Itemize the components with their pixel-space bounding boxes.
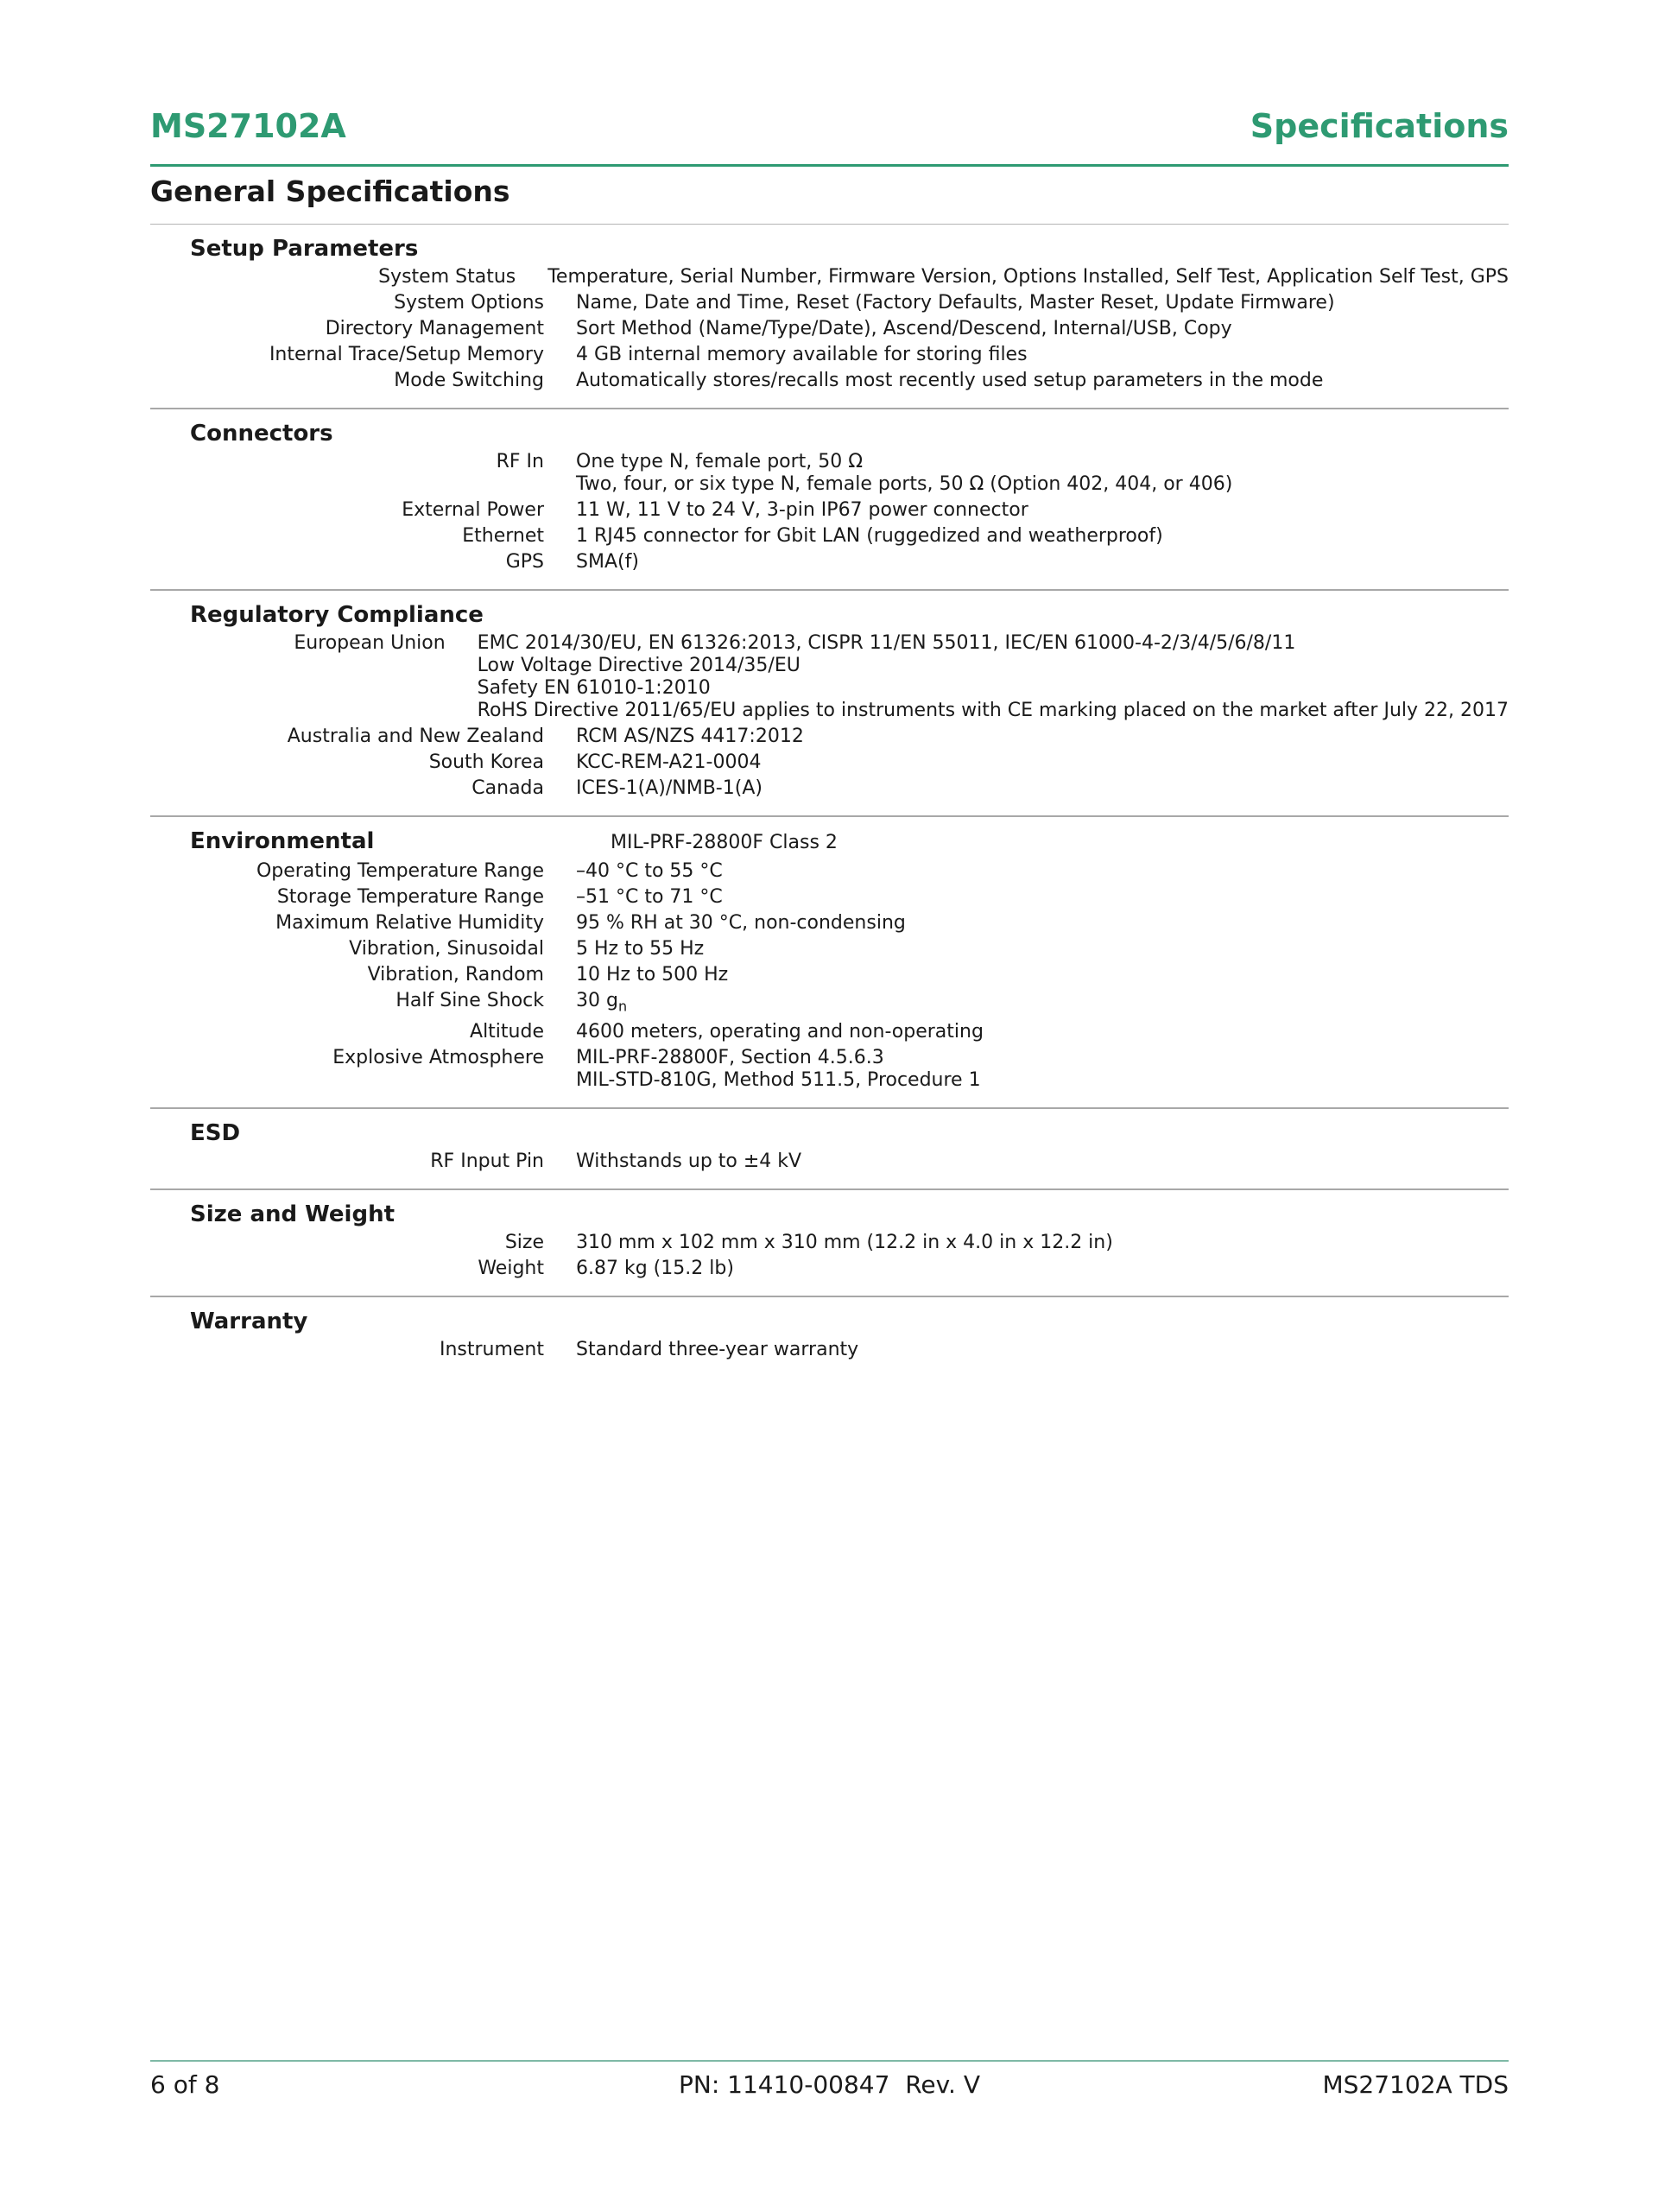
spec-row bbox=[150, 726, 1509, 748]
spec-value bbox=[576, 938, 1509, 960]
spec-value bbox=[576, 751, 1509, 774]
spec-value-text: –51 °C to 71 °C bbox=[576, 886, 723, 908]
spec-value-text: EMC 2014/30/EU, EN 61326:2013, CISPR 11/EN 55011, IEC/EN 61000-4-2/3/4/5/6/8/11 bbox=[477, 632, 1296, 654]
spec-label: European Union bbox=[294, 632, 446, 654]
spec-value bbox=[576, 1047, 1509, 1069]
spec-value bbox=[576, 1069, 1509, 1092]
section-name: Warranty bbox=[190, 1309, 308, 1335]
spec-values bbox=[544, 860, 1509, 883]
spec-label: Internal Trace/Setup Memory bbox=[269, 344, 544, 365]
spec-row bbox=[150, 886, 1509, 909]
doc-name: MS27102A TDS bbox=[1322, 2070, 1509, 2099]
spec-value-subscript: n bbox=[617, 998, 628, 1015]
spec-values bbox=[516, 266, 1509, 288]
spec-values bbox=[544, 525, 1509, 548]
spec-label: GPS bbox=[505, 551, 544, 573]
page-number: 6 of 8 bbox=[150, 2070, 220, 2099]
spec-value bbox=[576, 344, 1509, 366]
spec-values bbox=[544, 344, 1509, 366]
model-name: MS27102A bbox=[150, 107, 346, 145]
spec-row bbox=[150, 1232, 1509, 1254]
header-section-title: Specifications bbox=[1250, 107, 1509, 145]
spec-value-text: Low Voltage Directive 2014/35/EU bbox=[477, 655, 801, 676]
spec-value-text: MIL-STD-810G, Method 511.5, Procedure 1 bbox=[576, 1069, 981, 1092]
spec-value bbox=[576, 451, 1509, 473]
spec-row bbox=[150, 499, 1509, 522]
spec-value-text: 95 % RH at 30 °C, non-condensing bbox=[576, 912, 906, 934]
spec-table bbox=[150, 224, 1509, 1377]
spec-section bbox=[150, 408, 1509, 589]
spec-value bbox=[478, 632, 1509, 655]
spec-value bbox=[576, 292, 1509, 314]
spec-label: South Korea bbox=[428, 751, 544, 773]
spec-values bbox=[544, 938, 1509, 960]
part-number: PN: 11410-00847 Rev. V bbox=[679, 2070, 980, 2099]
spec-value bbox=[576, 912, 1509, 935]
spec-row bbox=[150, 938, 1509, 960]
spec-section bbox=[150, 1107, 1509, 1188]
spec-value bbox=[576, 726, 1509, 748]
spec-value-text: RCM AS/NZS 4417:2012 bbox=[576, 726, 804, 747]
spec-label: Explosive Atmosphere bbox=[332, 1047, 544, 1069]
spec-values bbox=[544, 370, 1509, 392]
spec-value bbox=[576, 886, 1509, 909]
spec-value bbox=[576, 551, 1509, 574]
spec-label: Canada bbox=[471, 777, 544, 799]
page-header bbox=[150, 104, 1509, 167]
spec-row bbox=[150, 344, 1509, 366]
section-name: Regulatory Compliance bbox=[190, 602, 484, 628]
spec-section bbox=[150, 589, 1509, 815]
spec-row bbox=[150, 964, 1509, 986]
spec-value-text: 4600 meters, operating and non-operating bbox=[576, 1021, 984, 1043]
spec-label: Instrument bbox=[439, 1339, 544, 1361]
spec-value-text: One type N, female port, 50 Ω bbox=[576, 451, 864, 472]
spec-value-text: 10 Hz to 500 Hz bbox=[576, 964, 729, 986]
spec-value-text: Temperature, Serial Number, Firmware Version, Options Installed, Self Test, Application Self Test, GPS bbox=[547, 266, 1509, 288]
spec-label: Vibration, Random bbox=[367, 964, 544, 986]
spec-value-text: Name, Date and Time, Reset (Factory Defaults, Master Reset, Update Firmware) bbox=[576, 292, 1335, 314]
spec-label: Ethernet bbox=[462, 525, 544, 547]
spec-label: Half Sine Shock bbox=[396, 990, 544, 1011]
spec-label: External Power bbox=[402, 499, 544, 521]
spec-value bbox=[576, 777, 1509, 800]
spec-values bbox=[544, 451, 1509, 496]
spec-label: Size bbox=[504, 1232, 544, 1254]
section-header bbox=[150, 1117, 1509, 1150]
spec-value-text: 30 g bbox=[576, 990, 618, 1011]
spec-section bbox=[150, 1188, 1509, 1296]
spec-label: RF In bbox=[496, 451, 544, 472]
spec-values bbox=[544, 318, 1509, 340]
section-name: Size and Weight bbox=[190, 1201, 396, 1228]
spec-values bbox=[544, 1232, 1509, 1254]
spec-value-text: KCC-REM-A21-0004 bbox=[576, 751, 762, 773]
spec-value bbox=[576, 370, 1509, 392]
section-header bbox=[150, 1305, 1509, 1338]
spec-values bbox=[544, 1258, 1509, 1280]
spec-value-text: 11 W, 11 V to 24 V, 3-pin IP67 power connector bbox=[576, 499, 1028, 521]
spec-value-text: 4 GB internal memory available for storing files bbox=[576, 344, 1028, 365]
spec-value bbox=[576, 964, 1509, 986]
spec-row bbox=[150, 1021, 1509, 1043]
spec-values bbox=[446, 632, 1509, 722]
spec-value-text: SMA(f) bbox=[576, 551, 639, 573]
spec-value bbox=[576, 473, 1509, 496]
spec-values bbox=[544, 1339, 1509, 1361]
spec-values bbox=[544, 1047, 1509, 1092]
spec-values bbox=[544, 1150, 1509, 1173]
page-title: General Specifications bbox=[150, 174, 510, 208]
spec-label: Altitude bbox=[470, 1021, 544, 1043]
spec-value-text: –40 °C to 55 °C bbox=[576, 860, 723, 882]
section-note: MIL-PRF-28800F Class 2 bbox=[611, 832, 838, 853]
spec-value bbox=[576, 1258, 1509, 1280]
spec-label: Operating Temperature Range bbox=[256, 860, 544, 882]
spec-row bbox=[150, 318, 1509, 340]
section-name: Connectors bbox=[190, 421, 333, 447]
spec-values bbox=[544, 499, 1509, 522]
spec-label: RF Input Pin bbox=[430, 1150, 544, 1173]
spec-value bbox=[478, 655, 1509, 677]
spec-values bbox=[544, 777, 1509, 800]
spec-value-text: Two, four, or six type N, female ports, 50 Ω (Option 402, 404, or 406) bbox=[576, 473, 1233, 495]
spec-row bbox=[150, 1047, 1509, 1092]
spec-section bbox=[150, 224, 1509, 408]
spec-row bbox=[150, 1150, 1509, 1173]
spec-row bbox=[150, 1339, 1509, 1361]
spec-value-text: 6.87 kg (15.2 lb) bbox=[576, 1258, 734, 1280]
spec-values bbox=[544, 751, 1509, 774]
section-header bbox=[150, 599, 1509, 631]
spec-value bbox=[547, 266, 1509, 288]
spec-row bbox=[150, 777, 1509, 800]
spec-label: System Status bbox=[378, 266, 516, 288]
spec-label: Storage Temperature Range bbox=[276, 886, 544, 908]
spec-value bbox=[576, 1021, 1509, 1043]
spec-values bbox=[544, 990, 1509, 1017]
spec-values bbox=[544, 886, 1509, 909]
spec-value bbox=[576, 525, 1509, 548]
spec-label: Australia and New Zealand bbox=[287, 726, 544, 747]
spec-label: Directory Management bbox=[325, 318, 544, 339]
spec-values bbox=[544, 726, 1509, 748]
spec-values bbox=[544, 1021, 1509, 1043]
spec-value-text: MIL-PRF-28800F, Section 4.5.6.3 bbox=[576, 1047, 884, 1069]
spec-label: Vibration, Sinusoidal bbox=[349, 938, 544, 960]
spec-row bbox=[150, 525, 1509, 548]
spec-value bbox=[576, 318, 1509, 340]
spec-row bbox=[150, 990, 1509, 1017]
spec-value bbox=[576, 499, 1509, 522]
spec-value bbox=[478, 700, 1509, 722]
spec-label: Maximum Relative Humidity bbox=[275, 912, 544, 934]
spec-section bbox=[150, 815, 1509, 1107]
section-name: Setup Parameters bbox=[190, 236, 419, 262]
spec-value-text: Standard three-year warranty bbox=[576, 1339, 859, 1361]
spec-value bbox=[478, 677, 1509, 700]
spec-row bbox=[150, 860, 1509, 883]
section-header bbox=[150, 1198, 1509, 1231]
spec-value-text: 5 Hz to 55 Hz bbox=[576, 938, 705, 960]
spec-label: Weight bbox=[478, 1258, 544, 1280]
spec-value-text: Automatically stores/recalls most recently used setup parameters in the mode bbox=[576, 370, 1324, 391]
section-name: Environmental bbox=[190, 828, 375, 854]
spec-row bbox=[150, 370, 1509, 392]
spec-row bbox=[150, 292, 1509, 314]
spec-value-text: 310 mm x 102 mm x 310 mm (12.2 in x 4.0 in x 12.2 in) bbox=[576, 1232, 1113, 1254]
spec-value bbox=[576, 990, 1509, 1017]
spec-value bbox=[576, 1339, 1509, 1361]
spec-value bbox=[576, 860, 1509, 883]
spec-value bbox=[576, 1150, 1509, 1173]
spec-row bbox=[150, 751, 1509, 774]
spec-label: Mode Switching bbox=[394, 370, 544, 391]
spec-value-text: Withstands up to ±4 kV bbox=[576, 1150, 802, 1173]
spec-value-text: 1 RJ45 connector for Gbit LAN (ruggedized and weatherproof) bbox=[576, 525, 1163, 547]
page-footer bbox=[150, 2060, 1509, 2105]
spec-row bbox=[150, 912, 1509, 935]
section-name: ESD bbox=[190, 1120, 241, 1147]
spec-value-text: Sort Method (Name/Type/Date), Ascend/Descend, Internal/USB, Copy bbox=[576, 318, 1232, 339]
spec-row bbox=[150, 632, 1509, 722]
spec-value-text: Safety EN 61010-1:2010 bbox=[477, 677, 711, 699]
spec-values bbox=[544, 912, 1509, 935]
spec-value bbox=[576, 1232, 1509, 1254]
section-header bbox=[150, 825, 1509, 859]
spec-values bbox=[544, 551, 1509, 574]
spec-row bbox=[150, 1258, 1509, 1280]
spec-row bbox=[150, 266, 1509, 288]
spec-label: System Options bbox=[394, 292, 544, 314]
spec-value-text: RoHS Directive 2011/65/EU applies to instruments with CE marking placed on the market after July 22, 2017 bbox=[477, 700, 1509, 721]
spec-section bbox=[150, 1296, 1509, 1377]
section-header bbox=[150, 417, 1509, 450]
spec-row bbox=[150, 451, 1509, 496]
spec-value-text: ICES-1(A)/NMB-1(A) bbox=[576, 777, 763, 799]
spec-values bbox=[544, 964, 1509, 986]
section-header bbox=[150, 232, 1509, 265]
spec-values bbox=[544, 292, 1509, 314]
spec-row bbox=[150, 551, 1509, 574]
